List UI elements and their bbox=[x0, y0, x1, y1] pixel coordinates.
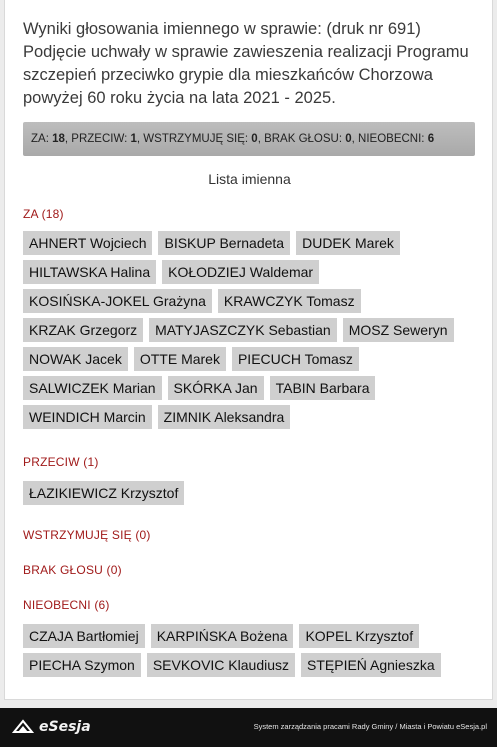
councillor-chip: OTTE Marek bbox=[134, 347, 226, 371]
vote-summary-bar bbox=[23, 122, 475, 156]
summary-przeciw-label: , PRZECIW: bbox=[64, 133, 131, 145]
group-chips-za bbox=[23, 231, 483, 434]
summary-brak-label: , BRAK GŁOSU: bbox=[257, 133, 346, 145]
chip-row bbox=[23, 405, 483, 429]
summary-wstrzymuje-label: , WSTRZYMUJĘ SIĘ: bbox=[136, 133, 252, 145]
chip-row bbox=[23, 347, 483, 371]
summary-za-value: 18 bbox=[52, 133, 65, 145]
councillor-chip: SALWICZEK Marian bbox=[23, 376, 162, 400]
footer-system-text: System zarządzania pracami Rady Gminy / Miasta i Powiatu eSesja.pl bbox=[253, 722, 487, 731]
councillor-chip: KOPEL Krzysztof bbox=[299, 624, 419, 648]
chip-row bbox=[23, 231, 483, 255]
chip-row bbox=[23, 318, 483, 342]
footer-logo[interactable] bbox=[12, 718, 91, 736]
chip-row bbox=[23, 624, 483, 648]
chip-row bbox=[23, 376, 483, 400]
page-title: Wyniki głosowania imiennego w sprawie: (druk nr 691) Podjęcie uchwały w sprawie zawieszenia realizacji Programu szczepień przeciwko grypie dla mieszkańców Chorzowa powyżej 60 roku życia na lata 2021 - 2025. bbox=[23, 20, 469, 107]
councillor-chip: AHNERT Wojciech bbox=[23, 231, 152, 255]
councillor-chip: BISKUP Bernadeta bbox=[158, 231, 290, 255]
results-card bbox=[4, 0, 493, 700]
councillor-chip: NOWAK Jacek bbox=[23, 347, 128, 371]
councillor-chip: MOSZ Seweryn bbox=[343, 318, 454, 342]
councillor-chip: KOŁODZIEJ Waldemar bbox=[162, 260, 319, 284]
footer bbox=[0, 708, 497, 747]
group-heading-nieobecni: NIEOBECNI (6) bbox=[23, 598, 110, 612]
group-heading-przeciw: PRZECIW (1) bbox=[23, 455, 99, 469]
group-heading-za: ZA (18) bbox=[23, 207, 64, 221]
councillor-chip: TABIN Barbara bbox=[270, 376, 376, 400]
councillor-chip: DUDEK Marek bbox=[296, 231, 400, 255]
list-title: Lista imienna bbox=[208, 171, 291, 187]
esesja-logo-icon bbox=[12, 718, 34, 736]
councillor-chip: HILTAWSKA Halina bbox=[23, 260, 156, 284]
group-chips-nieobecni bbox=[23, 624, 483, 682]
chip-row bbox=[23, 653, 483, 677]
councillor-chip: PIECHA Szymon bbox=[23, 653, 141, 677]
chip-row bbox=[23, 260, 483, 284]
chip-row bbox=[23, 289, 483, 313]
chip-row bbox=[23, 481, 483, 505]
logo-text: eSesja bbox=[39, 719, 91, 735]
group-chips-przeciw bbox=[23, 481, 483, 510]
summary-nieobecni-label: , NIEOBECNI: bbox=[351, 133, 428, 145]
councillor-chip: STĘPIEŃ Agnieszka bbox=[301, 653, 441, 677]
councillor-chip: KARPIŃSKA Bożena bbox=[151, 624, 294, 648]
group-heading-wstrzymuje: WSTRZYMUJĘ SIĘ (0) bbox=[23, 528, 151, 542]
summary-przeciw-value: 1 bbox=[130, 133, 137, 145]
councillor-chip: CZAJA Bartłomiej bbox=[23, 624, 145, 648]
group-heading-brak: BRAK GŁOSU (0) bbox=[23, 563, 122, 577]
councillor-chip: KRAWCZYK Tomasz bbox=[218, 289, 361, 313]
summary-brak-value: 0 bbox=[345, 133, 352, 145]
councillor-chip: SEVKOVIC Klaudiusz bbox=[147, 653, 295, 677]
summary-za-label: ZA: bbox=[31, 133, 53, 145]
councillor-chip: KOSIŃSKA-JOKEL Grażyna bbox=[23, 289, 212, 313]
councillor-chip: MATYJASZCZYK Sebastian bbox=[149, 318, 337, 342]
councillor-chip: KRZAK Grzegorz bbox=[23, 318, 143, 342]
councillor-chip: WEINDICH Marcin bbox=[23, 405, 152, 429]
councillor-chip: SKÓRKA Jan bbox=[168, 376, 264, 400]
councillor-chip: ŁAZIKIEWICZ Krzysztof bbox=[23, 481, 184, 505]
councillor-chip: ZIMNIK Aleksandra bbox=[158, 405, 291, 429]
summary-nieobecni-value: 6 bbox=[427, 133, 435, 145]
councillor-chip: PIECUCH Tomasz bbox=[232, 347, 359, 371]
summary-wstrzymuje-value: 0 bbox=[251, 133, 258, 145]
